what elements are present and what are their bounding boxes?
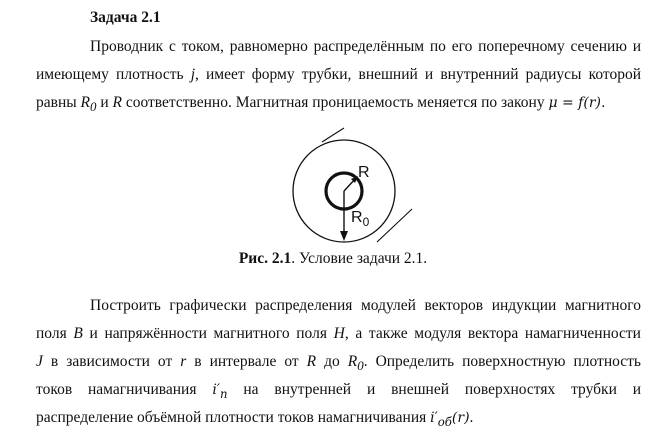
label-R: R	[358, 164, 370, 181]
para1-line2: имеющему плотность j, имеет форму трубки, внешний и внутренний радиусы которой	[36, 66, 641, 83]
symbol-R: R	[112, 94, 122, 111]
para2-line2: поля B и напряжённости магнитного поля H, а также модуля вектора намагниченности	[36, 325, 641, 342]
symbol-J: J	[36, 353, 43, 370]
symbol-R-2: R	[306, 353, 317, 370]
symbol-i-n: $i'_п$	[212, 382, 228, 401]
symbol-B: B	[73, 325, 83, 342]
symbol-j: j	[190, 66, 195, 83]
permeability-law: μ = f(r).	[548, 95, 606, 111]
para2-line1: Построить графически распределения модулей векторов индукции магнитного	[90, 297, 641, 314]
symbol-R0: $R_0$	[80, 94, 97, 115]
label-R0: $R_0$	[351, 209, 370, 229]
para2-line3: J в зависимости от r в интервале от R до $R_0$. Определить поверхностную плотность	[36, 353, 641, 374]
task-title: Задача 2.1	[90, 9, 161, 26]
para2-line4: токов намагничивания $i'_п$ на внутренней и внешней поверхностях трубки и	[36, 381, 642, 401]
para1-line3: равны $R_0$ и R соответственно. Магнитная проницаемость меняется по закону μ = f(r).	[36, 94, 606, 115]
symbol-H: H	[333, 325, 345, 342]
figure-caption: Рис. 2.1. Условие задачи 2.1.	[238, 250, 428, 267]
symbol-R0-2: $R_0$	[347, 353, 364, 374]
symbol-i-ob: $i'_{об}(r)$	[430, 410, 470, 429]
para2-line5: распределение объёмной плотности токов намагничивания $i'_{об}(r)$.	[36, 409, 474, 429]
symbol-r: r	[180, 353, 187, 370]
para1-line1: Проводник с током, равномерно распределённым по его поперечному сечению и	[90, 38, 641, 55]
arrowhead-R0	[340, 231, 348, 241]
